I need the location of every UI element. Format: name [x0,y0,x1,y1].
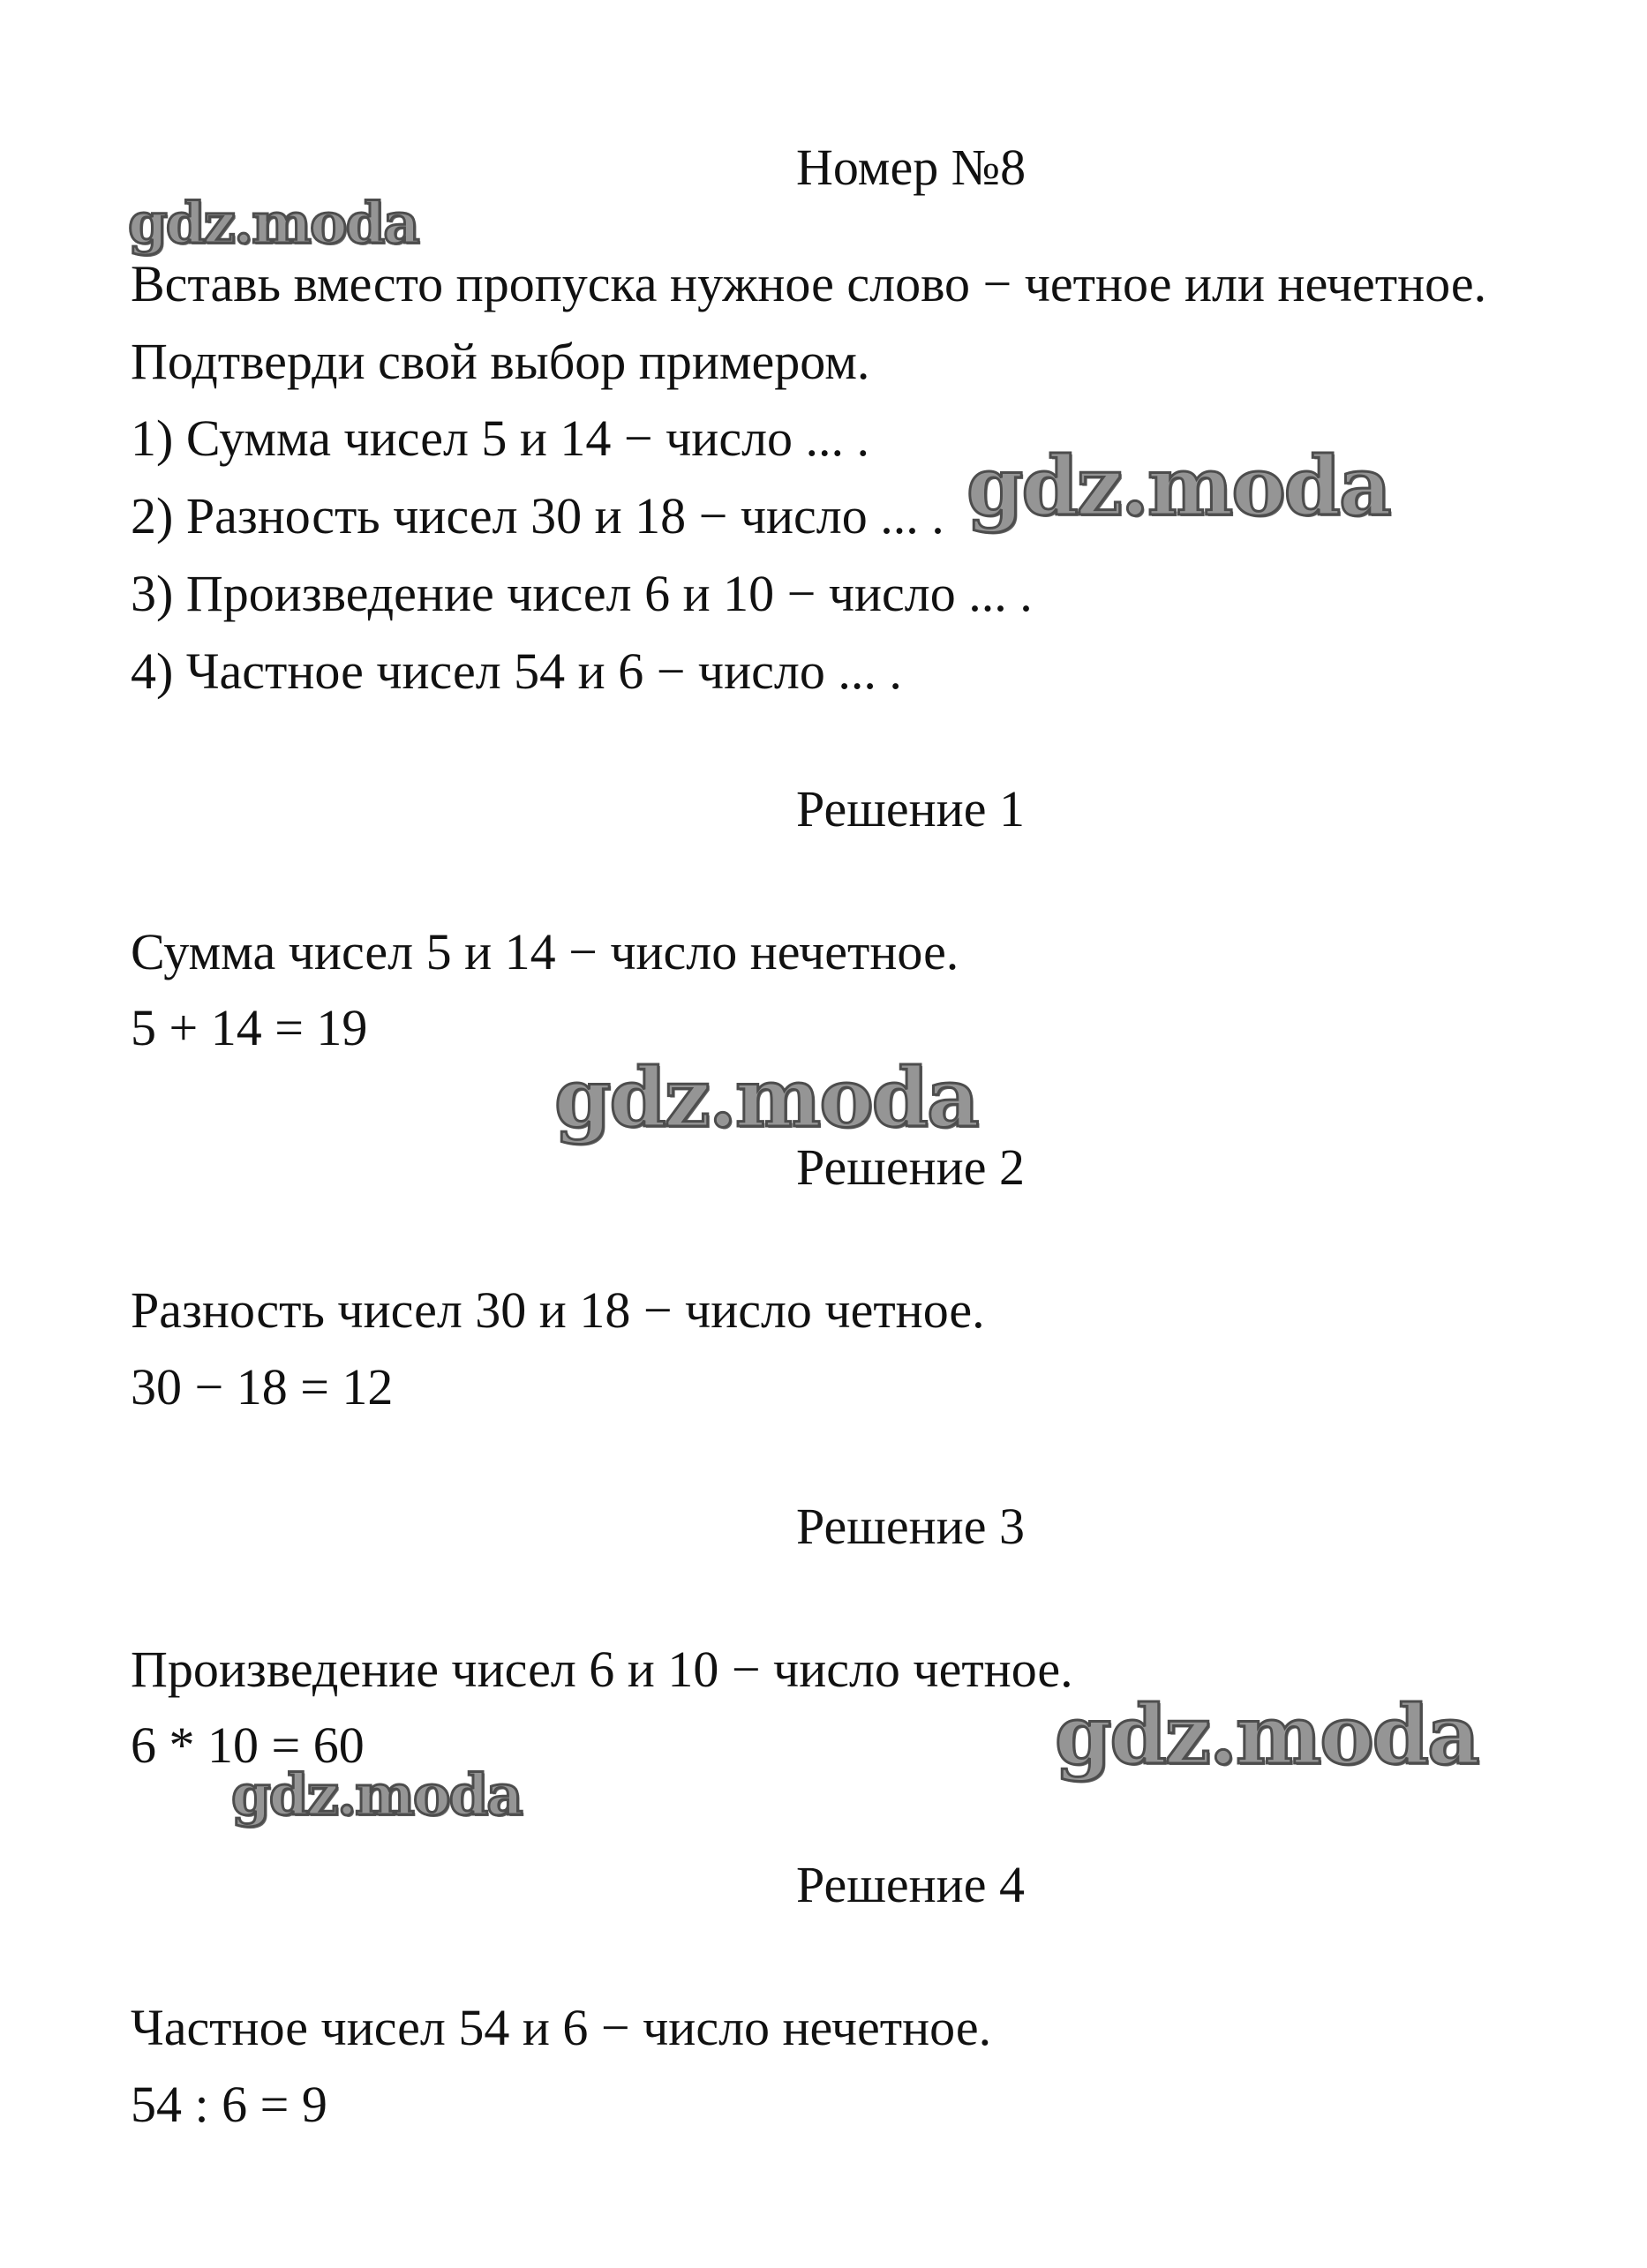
watermark-logo: gdz.moda [966,439,1390,534]
watermark-logo: gdz.moda [231,1762,522,1829]
task-instruction-2: Подтверди свой выбор примером. [131,333,870,390]
solution-3-answer: Произведение чисел 6 и 10 − число четное. [131,1641,1073,1698]
page-title: Номер №8 [796,139,1027,196]
watermark-logo: gdz.moda [128,191,418,257]
solution-3-heading: Решение 3 [796,1498,1025,1555]
task-instruction-1: Вставь вместо пропуска нужное слово − четное или нечетное. [131,255,1487,312]
task-item-4: 4) Частное чисел 54 и 6 − число ... . [131,642,902,700]
solution-1-example: 5 + 14 = 19 [131,999,368,1056]
watermark-logo: gdz.moda [554,1050,978,1145]
watermark-logo: gdz.moda [1055,1687,1478,1783]
solution-4-heading: Решение 4 [796,1856,1025,1913]
solution-4-answer: Частное чисел 54 и 6 − число нечетное. [131,1999,992,2056]
solution-1-heading: Решение 1 [796,780,1025,837]
solution-2-heading: Решение 2 [796,1138,1025,1196]
task-item-1: 1) Сумма чисел 5 и 14 − число ... . [131,409,870,467]
solution-1-answer: Сумма чисел 5 и 14 − число нечетное. [131,923,959,980]
solution-4-example: 54 : 6 = 9 [131,2076,327,2133]
solution-2-answer: Разность чисел 30 и 18 − число четное. [131,1281,985,1339]
task-item-2: 2) Разность чисел 30 и 18 − число ... . [131,487,944,544]
task-item-3: 3) Произведение чисел 6 и 10 − число ... . [131,565,1033,622]
solution-2-example: 30 − 18 = 12 [131,1358,394,1416]
solution-3-example: 6 * 10 = 60 [131,1716,365,1774]
